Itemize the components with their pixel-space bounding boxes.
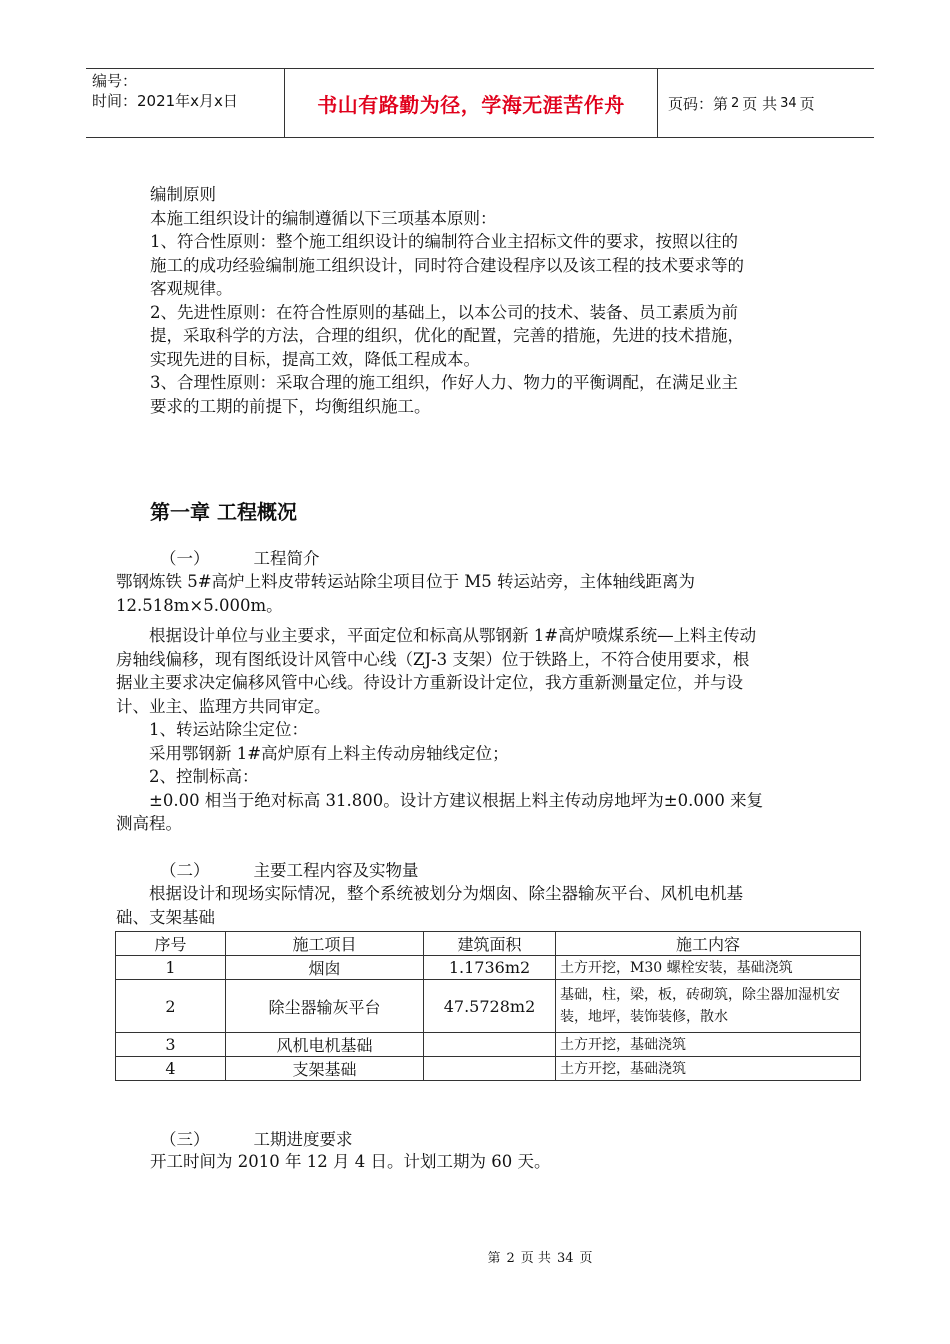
paragraph-line: ±0.00 相当于绝对标高 31.800。设计方建议根据上料主传动房地坪为±0.000 来复: [116, 790, 764, 810]
paragraph-line: 开工时间为 2010 年 12 月 4 日。计划工期为 60 天。: [150, 1152, 551, 1171]
section-number: （一）: [160, 549, 210, 568]
paragraph-line: 据业主要求决定偏移风管中心线。待设计方重新设计定位，我方重新测量定位，并与设: [116, 673, 743, 692]
header-page-number: [658, 69, 874, 137]
table-cell: 除尘器输灰平台: [226, 980, 424, 1033]
preface-block: [150, 183, 850, 418]
section3-body: [150, 1150, 850, 1174]
table-header-cell: 建筑面积: [424, 932, 556, 956]
section2-intro: [116, 882, 858, 929]
table-cell: 风机电机基础: [226, 1033, 424, 1057]
table-row: [116, 1057, 861, 1081]
table-header-cell: 序号: [116, 932, 226, 956]
preface-line: 客观规律。: [150, 279, 233, 298]
page-header: [86, 68, 874, 138]
preface-line: 提，采取科学的方法，合理的组织，优化的配置，完善的措施，先进的技术措施，: [150, 326, 744, 345]
section-number: （二）: [160, 861, 210, 880]
table-cell: 基础，柱，梁，板，砖砌筑，除尘器加湿机安装，地坪，装饰装修，散水: [556, 980, 861, 1033]
table-cell: [424, 1033, 556, 1057]
header-motto: 书山有路勤为径，学海无涯苦作舟: [317, 92, 625, 117]
paragraph-line: 房轴线偏移，现有图纸设计风管中心线（ZJ-3 支架）位于铁路上，不符合使用要求，根: [116, 649, 750, 669]
paragraph-line: 鄂钢炼铁 5#高炉上料皮带转运站除尘项目位于 M5 转运站旁，主体轴线距离为: [116, 572, 695, 591]
footer-mid: 页 共: [520, 1251, 551, 1266]
preface-line: 1、符合性原则：整个施工组织设计的编制符合业主招标文件的要求，按照以往的: [150, 232, 738, 251]
header-motto-cell: [284, 69, 658, 137]
page-footer: [0, 1247, 950, 1266]
paragraph-line: 根据设计单位与业主要求，平面定位和标高从鄂钢新 1#高炉喷煤系统—上料主传动: [116, 626, 757, 645]
table-cell: 47.5728m2: [424, 980, 556, 1033]
table-cell: 烟囱: [226, 956, 424, 980]
paragraph-line: 础、支架基础: [116, 907, 215, 927]
table-cell: 1: [116, 956, 226, 980]
table-cell: 土方开挖，M30 螺栓安装，基础浇筑: [556, 956, 861, 980]
section-title: 主要工程内容及实物量: [253, 861, 419, 880]
document-time-label: 时间：2021年x月x日: [92, 92, 238, 110]
paragraph-line: 1、转运站除尘定位：: [116, 720, 308, 739]
paragraph-line: 测高程。: [116, 814, 182, 833]
section-heading-1: [160, 545, 320, 569]
footer-suffix: 页: [579, 1251, 593, 1266]
table-row: [116, 956, 861, 980]
chapter-title: 第一章 工程概况: [150, 500, 297, 524]
section-heading-2: [160, 857, 419, 881]
paragraph-line: 采用鄂钢新 1#高炉原有上料主传动房轴线定位；: [116, 743, 509, 763]
section-title: 工程简介: [253, 549, 320, 568]
table-cell: 土方开挖，基础浇筑: [556, 1033, 861, 1057]
table-row: [116, 1033, 861, 1057]
preface-intro: 本施工组织设计的编制遵循以下三项基本原则：: [150, 208, 497, 228]
paragraph-line: 2、控制标高：: [116, 767, 259, 786]
section1-body: [116, 624, 858, 836]
table-cell: 1.1736m2: [424, 956, 556, 980]
table-header-row: [116, 932, 861, 956]
section-title: 工期进度要求: [253, 1130, 353, 1149]
footer-prefix: 第: [487, 1251, 501, 1266]
header-page-prefix: 页码：第: [668, 94, 729, 113]
preface-line: 3、合理性原则：采取合理的施工组织，作好人力、物力的平衡调配，在满足业主: [150, 373, 738, 392]
table-row: [116, 980, 861, 1033]
section1-intro: [116, 570, 858, 617]
header-page-current: 2: [731, 95, 740, 111]
paragraph-line: 计、业主、监理方共同审定。: [116, 696, 331, 716]
footer-page-total: 34: [556, 1251, 574, 1266]
preface-line: 要求的工期的前提下，均衡组织施工。: [150, 396, 431, 416]
table-header-cell: 施工内容: [556, 932, 861, 956]
quantity-table: [115, 931, 861, 1081]
preface-title: 编制原则: [150, 185, 216, 204]
preface-line: 2、先进性原则：在符合性原则的基础上，以本公司的技术、装备、员工素质为前: [150, 302, 738, 322]
table-cell: 土方开挖，基础浇筑: [556, 1057, 861, 1081]
table-cell: 3: [116, 1033, 226, 1057]
preface-line: 实现先进的目标，提高工效，降低工程成本。: [150, 349, 480, 369]
table-cell: 4: [116, 1057, 226, 1081]
header-page-total: 34: [780, 95, 797, 111]
section-heading-3: [160, 1126, 353, 1150]
header-page-suffix: 页: [799, 94, 815, 113]
header-page-mid: 页 共: [742, 94, 778, 113]
paragraph-line: 12.518m×5.000m。: [116, 595, 283, 615]
paragraph-line: 根据设计和现场实际情况，整个系统被划分为烟囱、除尘器输灰平台、风机电机基: [116, 884, 743, 903]
preface-line: 施工的成功经验编制施工组织设计，同时符合建设程序以及该工程的技术要求等的: [150, 255, 744, 275]
table-cell: 2: [116, 980, 226, 1033]
header-meta: [86, 69, 284, 137]
table-header-cell: 施工项目: [226, 932, 424, 956]
document-number-label: 编号：: [92, 72, 138, 90]
table-cell: 支架基础: [226, 1057, 424, 1081]
table-cell: [424, 1057, 556, 1081]
section-number: （三）: [160, 1130, 210, 1149]
footer-page-current: 2: [506, 1251, 515, 1266]
